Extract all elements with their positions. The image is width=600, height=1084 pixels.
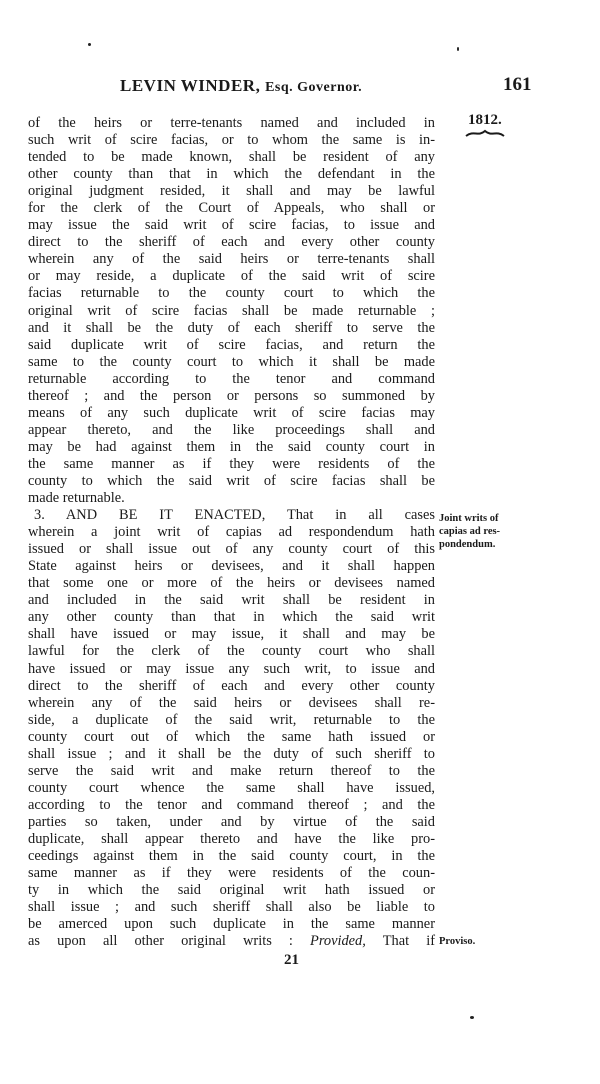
page-number: 161 (503, 74, 532, 95)
text-line: made returnable. (28, 490, 125, 507)
text-line: original writ of scire facias shall be made returnable ; (28, 302, 435, 319)
running-title-main: LEVIN WINDER, (120, 76, 261, 95)
text-line: wherein a joint writ of capias ad respondendum hath (28, 524, 435, 541)
text-line (28, 933, 435, 950)
running-title (120, 76, 448, 96)
text-fragment: as upon all other original writs : (28, 933, 311, 950)
brace-ornament (464, 127, 506, 139)
text-line: 3. AND BE IT ENACTED, That in all cases (34, 507, 435, 524)
text-line: such writ of scire facias, or to whom the same is in- (28, 132, 435, 149)
text-line: facias returnable to the county court to which the (28, 285, 435, 302)
text-line: lawful for the clerk of the county court who shall (28, 643, 435, 660)
text-line: same to the county court to which it shall be made (28, 353, 435, 370)
text-line: returnable according to the tenor and command (28, 370, 435, 387)
text-line: direct to the sheriff of each and every other county (28, 677, 435, 694)
margin-note-line: capias ad res- (439, 526, 501, 537)
text-line: shall have issued or may issue, it shall and may be (28, 626, 435, 643)
text-line: may issue the said writ of scire facias, to issue and (28, 217, 435, 234)
text-line: direct to the sheriff of each and every other county (28, 234, 435, 251)
text-line: appear thereto, and the like proceedings shall and (28, 421, 435, 438)
ink-speck (470, 1016, 474, 1019)
text-line: county court out of which the same hath issued or (28, 728, 435, 745)
italic-fragment: Provided, (310, 933, 366, 950)
text-line: shall issue ; and such sheriff shall also be liable to (28, 899, 435, 916)
text-line: according to the tenor and command thereof ; and the (28, 796, 435, 813)
text-line: side, a duplicate of the said writ, returnable to the (28, 711, 435, 728)
text-line: county to which the said writ of scire facias shall be (28, 472, 435, 489)
text-line: have issued or may issue any such writ, to issue and (28, 660, 435, 677)
text-line: means of any such duplicate writ of scire facias may (28, 404, 435, 421)
text-line: ty in which the said original writ hath issued or (28, 882, 435, 899)
text-line: State against heirs or devisees, and it shall happen (28, 558, 435, 575)
text-line: any other county than that in which the said writ (28, 609, 435, 626)
text-line: of the heirs or terre-tenants named and included in (28, 115, 435, 131)
text-line: original judgment resided, it shall and may be lawful (28, 183, 435, 200)
text-line: other county than that in which the defendant in the (28, 166, 435, 183)
text-line: may be had against them in the said county court in (28, 438, 435, 455)
signature-mark: 21 (284, 952, 299, 968)
text-line: duplicate, shall appear thereto and have the like pro- (28, 830, 435, 847)
text-line: said duplicate writ of scire facias, and return the (28, 336, 435, 353)
text-line: county court whence the same shall have issued, (28, 779, 435, 796)
text-line: same manner as if they were residents of the coun- (28, 865, 435, 882)
text-line: thereof ; and the person or persons so summoned by (28, 387, 435, 404)
text-line: wherein any of the said heirs or devisees shall re- (28, 694, 435, 711)
text-line: wherein any of the said heirs or terre-tenants shall (28, 251, 435, 268)
text-line: and it shall be the duty of each sheriff to serve the (28, 319, 435, 336)
margin-note-line: pondendum. (439, 539, 496, 550)
running-title-esq: Esq. Governor. (265, 80, 363, 95)
body-text (28, 115, 435, 950)
text-line: the same manner as if they were residents of the (28, 455, 435, 472)
text-line: tended to be made known, shall be resident of any (28, 149, 435, 166)
text-line: be amerced upon such duplicate in the same manner (28, 916, 435, 933)
margin-note-joint-writs (439, 512, 500, 551)
ink-speck (457, 47, 459, 51)
text-line: parties so taken, under and by virtue of the said (28, 813, 435, 830)
text-line: or may reside, a duplicate of the said writ of scire (28, 268, 435, 285)
text-line: issued or shall issue out of any county court of this (28, 541, 435, 558)
margin-year: 1812. (468, 112, 502, 128)
margin-note-line: Joint writs of (439, 513, 499, 524)
text-line: that some one or more of the heirs or devisees named (28, 575, 435, 592)
ink-speck (88, 43, 91, 46)
text-fragment: That if (365, 933, 435, 950)
text-line: for the clerk of the Court of Appeals, who shall or (28, 200, 435, 217)
text-line: and included in the said writ shall be resident in (28, 592, 435, 609)
text-line: ceedings against them in the said county court, in the (28, 848, 435, 865)
text-line: serve the said writ and make return thereof to the (28, 762, 435, 779)
text-line: shall issue ; and it shall be the duty of such sheriff to (28, 745, 435, 762)
margin-note-proviso: Proviso. (439, 936, 476, 947)
